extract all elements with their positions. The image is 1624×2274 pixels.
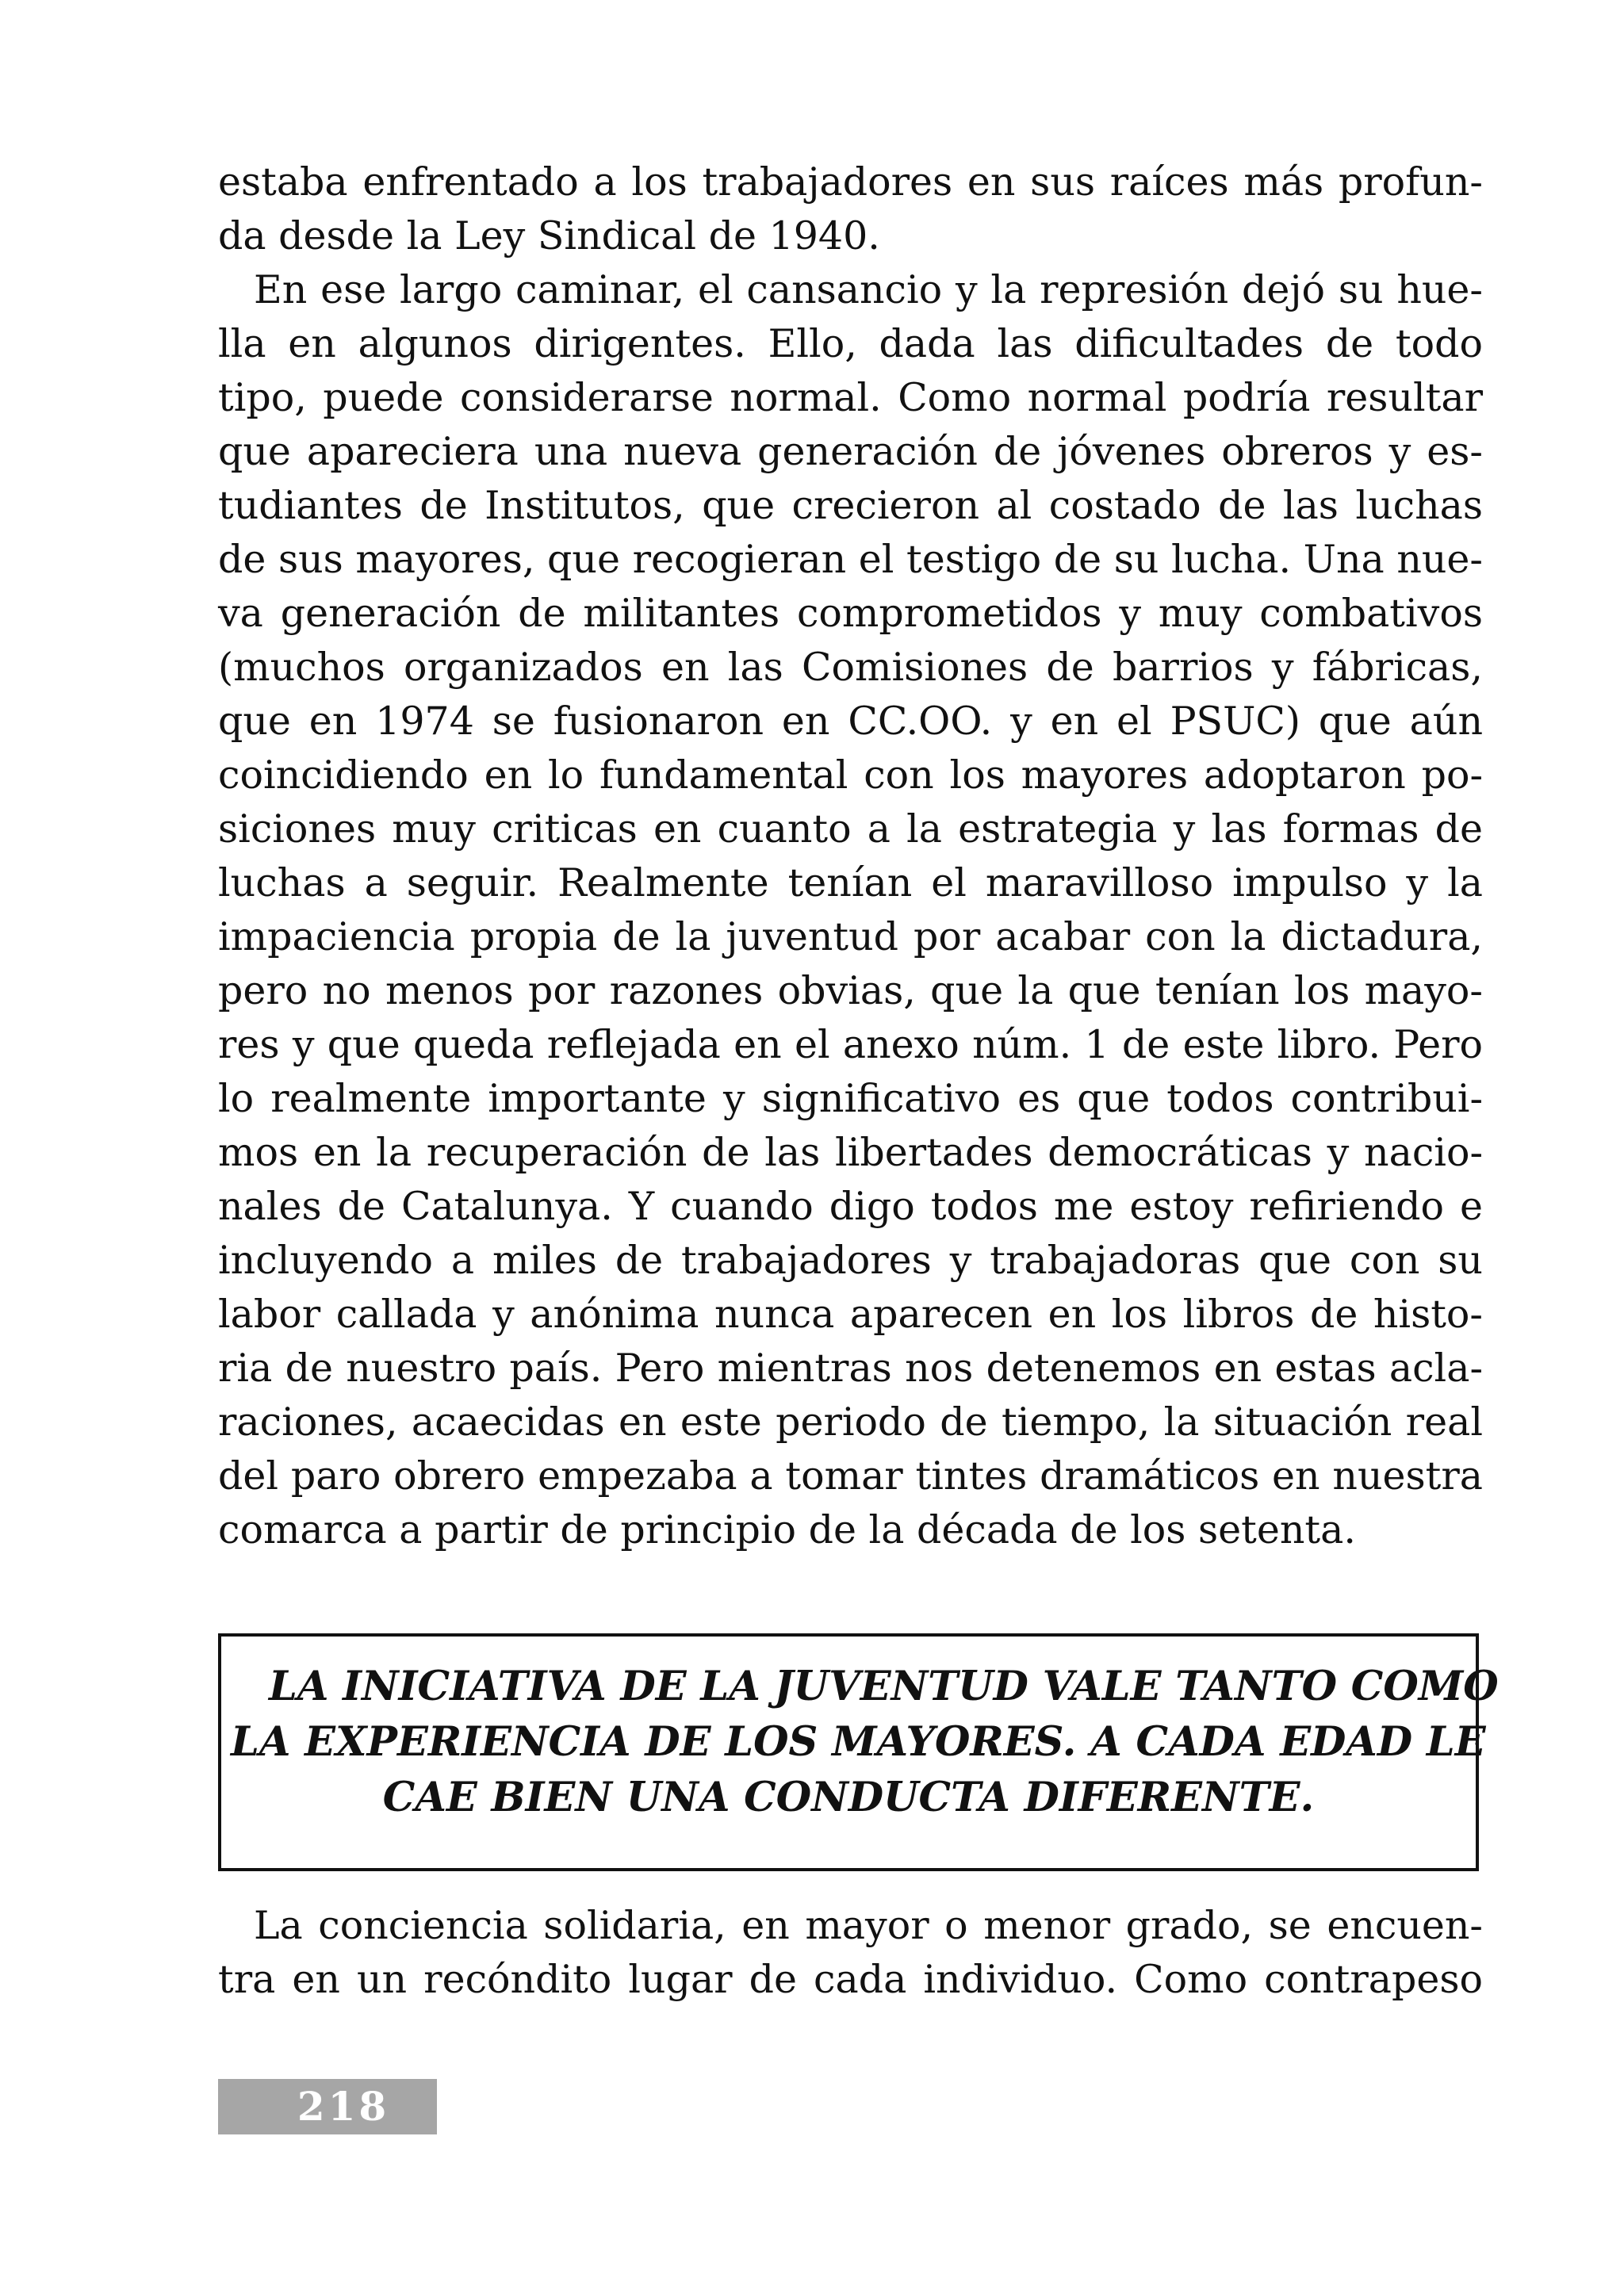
body-line: incluyendo a miles de trabajadores y trabajadoras que con su (218, 1238, 1483, 1283)
body-line: (muchos organizados en las Comisiones de barrios y fábricas, (218, 645, 1483, 690)
body-line: luchas a seguir. Realmente tenían el maravilloso impulso y la (218, 860, 1483, 905)
body-line: La conciencia solidaria, en mayor o menor grado, se encuen- (254, 1903, 1483, 1948)
body-line: ria de nuestro país. Pero mientras nos detenemos en estas acla- (218, 1346, 1483, 1391)
body-line: de sus mayores, que recogieran el testigo de su lucha. Una nue- (218, 537, 1483, 582)
body-line: nales de Catalunya. Y cuando digo todos me estoy refiriendo e (218, 1184, 1483, 1229)
body-line: da desde la Ley Sindical de 1940. (218, 213, 880, 258)
body-line: tipo, puede considerarse normal. Como normal podría resultar (218, 375, 1483, 420)
body-line: siciones muy criticas en cuanto a la estrategia y las formas de (218, 806, 1483, 852)
pull-quote-box (218, 1633, 1499, 1871)
body-line: pero no menos por razones obvias, que la que tenían los mayo- (218, 968, 1483, 1013)
body-line: lo realmente importante y significativo es que todos contribui- (218, 1076, 1483, 1121)
body-line: coincidiendo en lo fundamental con los mayores adoptaron po- (218, 752, 1483, 798)
body-line: va generación de militantes comprometidos y muy combativos (218, 591, 1483, 636)
page-number: 218 (297, 2083, 390, 2130)
body-line: que en 1974 se fusionaron en CC.OO. y en el PSUC) que aún (218, 699, 1483, 744)
body-line: raciones, acaecidas en este periodo de tiempo, la situación real (218, 1399, 1483, 1445)
pull-quote-line: LA EXPERIENCIA DE LOS MAYORES. A CADA EDAD LE (231, 1718, 1486, 1766)
body-line: comarca a partir de principio de la década de los setenta. (218, 1507, 1356, 1552)
body-line: que apareciera una nueva generación de jóvenes obreros y es- (218, 429, 1483, 474)
pull-quote-line: CAE BIEN UNA CONDUCTA DIFERENTE. (382, 1774, 1315, 1821)
body-line: estaba enfrentado a los trabajadores en sus raíces más profun- (218, 159, 1483, 205)
body-line: lla en algunos dirigentes. Ello, dada las dificultades de todo (218, 321, 1483, 366)
body-line: En ese largo caminar, el cansancio y la represión dejó su hue- (254, 267, 1483, 312)
body-line: del paro obrero empezaba a tomar tintes dramáticos en nuestra (218, 1453, 1483, 1499)
pull-quote-line: LA INICIATIVA DE LA JUVENTUD VALE TANTO COMO (269, 1663, 1499, 1710)
body-line: impaciencia propia de la juventud por acabar con la dictadura, (218, 914, 1483, 959)
page-number-box (218, 2079, 437, 2134)
body-line: tra en un recóndito lugar de cada individuo. Como contrapeso (218, 1957, 1483, 2002)
body-line: labor callada y anónima nunca aparecen en los libros de histo- (218, 1292, 1483, 1337)
body-line: res y que queda reflejada en el anexo núm. 1 de este libro. Pero (218, 1022, 1483, 1067)
body-line: mos en la recuperación de las libertades democráticas y nacio- (218, 1130, 1483, 1175)
body-line: tudiantes de Institutos, que crecieron al costado de las luchas (218, 483, 1483, 528)
